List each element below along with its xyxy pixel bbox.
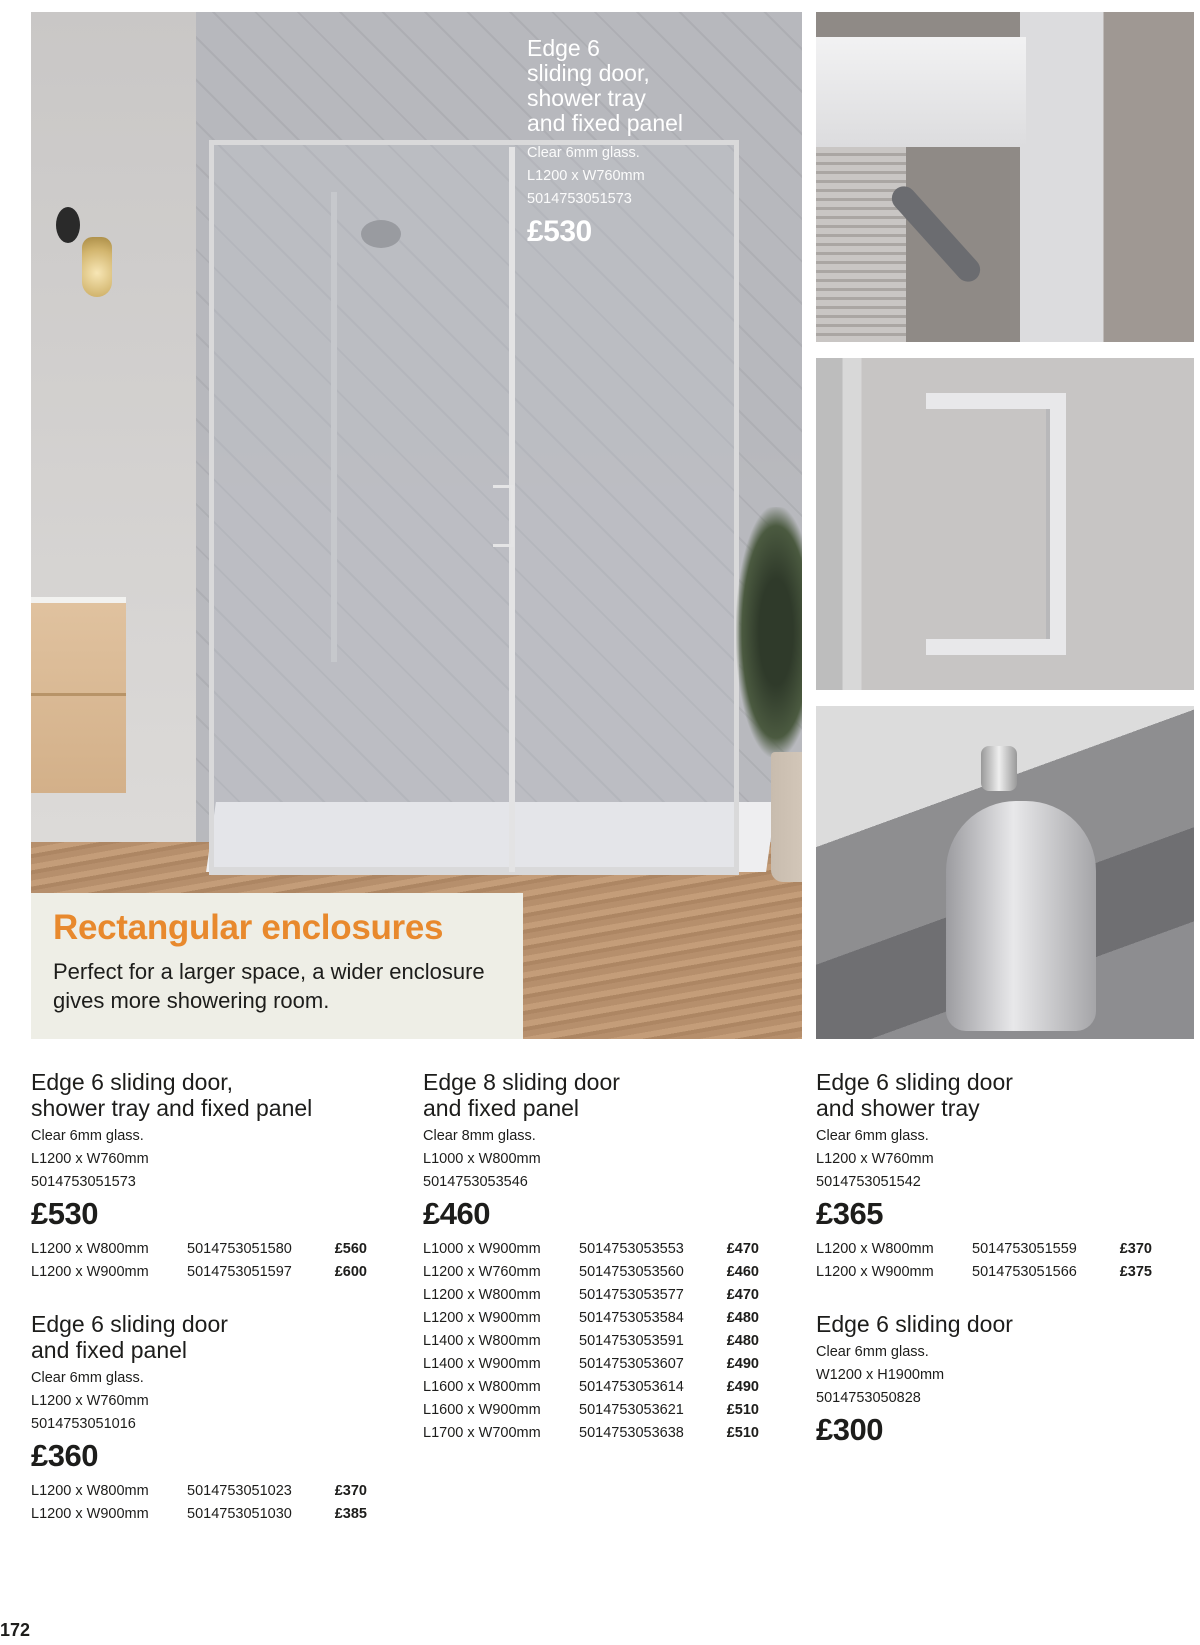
product-ean: 5014753051542	[816, 1174, 921, 1190]
product-card	[31, 1069, 401, 1283]
product-card	[816, 1311, 1186, 1449]
product-price: £360	[31, 1438, 98, 1473]
hero-product-label	[527, 36, 787, 249]
product-card	[816, 1069, 1186, 1283]
product-size: L1200 x W760mm	[816, 1151, 934, 1167]
variant-row: L1400 x W900mm 5014753053607 £490	[423, 1355, 759, 1372]
product-card	[31, 1311, 401, 1525]
plant-icon	[736, 507, 802, 757]
product-ean: 5014753050828	[816, 1390, 921, 1406]
variant-row: L1400 x W800mm 5014753053591 £480	[423, 1332, 759, 1349]
variant-row: L1600 x W900mm 5014753053621 £510	[423, 1401, 759, 1418]
variant-row: L1200 x W900mm 5014753053584 £480	[423, 1309, 759, 1326]
page-number: 172	[0, 1620, 31, 1640]
variant-table	[31, 1479, 367, 1525]
glass-enclosure	[209, 140, 739, 875]
variant-row: L1200 x W800mm 5014753053577 £470	[423, 1286, 759, 1303]
hero-product-specs	[527, 142, 787, 211]
section-description: Perfect for a larger space, a wider enclosure gives more showering room.	[53, 959, 485, 1013]
hero-product-title: Edge 6 sliding door, shower tray and fixed panel	[527, 35, 684, 136]
product-ean: 5014753051573	[31, 1174, 136, 1190]
door-handle-icon	[493, 485, 514, 547]
variant-row: L1200 x W900mm 5014753051030 £385	[31, 1505, 367, 1522]
product-size: W1200 x H1900mm	[816, 1367, 945, 1383]
variant-row: L1000 x W900mm 5014753053553 £470	[423, 1240, 759, 1257]
product-ean: 5014753051016	[31, 1416, 136, 1432]
door-roller-icon	[946, 801, 1096, 1031]
variant-table	[423, 1237, 759, 1444]
product-size: L1200 x W760mm	[31, 1393, 149, 1409]
variant-row: L1200 x W800mm 5014753051023 £370	[31, 1482, 367, 1499]
section-caption	[31, 893, 523, 1039]
product-title: Edge 8 sliding door and fixed panel	[423, 1069, 620, 1121]
product-glass: Clear 6mm glass.	[816, 1344, 929, 1360]
product-glass: Clear 8mm glass.	[423, 1128, 536, 1144]
variant-row: L1200 x W800mm 5014753051580 £560	[31, 1240, 367, 1257]
variant-row: L1200 x W800mm 5014753051559 £370	[816, 1240, 1152, 1257]
product-glass: Clear 6mm glass.	[31, 1128, 144, 1144]
product-size: L1200 x W760mm	[31, 1151, 149, 1167]
hero-price: £530	[527, 215, 592, 248]
product-price: £300	[816, 1412, 883, 1447]
product-column-1	[31, 1069, 401, 1525]
variant-row: L1200 x W900mm 5014753051597 £600	[31, 1263, 367, 1280]
detail-image-roller	[816, 706, 1194, 1039]
product-price: £530	[31, 1196, 98, 1231]
product-glass: Clear 6mm glass.	[816, 1128, 929, 1144]
product-column-2	[423, 1069, 793, 1444]
product-ean: 5014753053546	[423, 1174, 528, 1190]
door-handle-icon	[926, 393, 1066, 655]
variant-row: L1200 x W760mm 5014753053560 £460	[423, 1263, 759, 1280]
product-glass: Clear 6mm glass.	[31, 1370, 144, 1386]
vanity-unit	[31, 597, 126, 793]
product-title: Edge 6 sliding door	[816, 1311, 1013, 1337]
wall-lamp-icon	[56, 207, 116, 307]
window-blind	[816, 147, 906, 342]
variant-table	[816, 1237, 1152, 1283]
section-heading: Rectangular enclosures	[53, 908, 444, 947]
product-title: Edge 6 sliding door and fixed panel	[31, 1311, 228, 1363]
product-column-3	[816, 1069, 1186, 1449]
hero-size: L1200 x W760mm	[527, 168, 645, 184]
product-title: Edge 6 sliding door, shower tray and fixed panel	[31, 1069, 313, 1121]
variant-row: L1600 x W800mm 5014753053614 £490	[423, 1378, 759, 1395]
product-card	[423, 1069, 793, 1444]
variant-row: L1700 x W700mm 5014753053638 £510	[423, 1424, 759, 1441]
plant-pot	[771, 752, 802, 882]
product-title: Edge 6 sliding door and shower tray	[816, 1069, 1013, 1121]
product-price: £365	[816, 1196, 883, 1231]
hero-ean: 5014753051573	[527, 191, 632, 207]
product-size: L1000 x W800mm	[423, 1151, 541, 1167]
variant-row: L1200 x W900mm 5014753051566 £375	[816, 1263, 1152, 1280]
product-price: £460	[423, 1196, 490, 1231]
detail-image-shower-head	[816, 12, 1194, 342]
hero-glass: Clear 6mm glass.	[527, 145, 640, 161]
variant-table	[31, 1237, 367, 1283]
detail-image-door-handle	[816, 358, 1194, 690]
